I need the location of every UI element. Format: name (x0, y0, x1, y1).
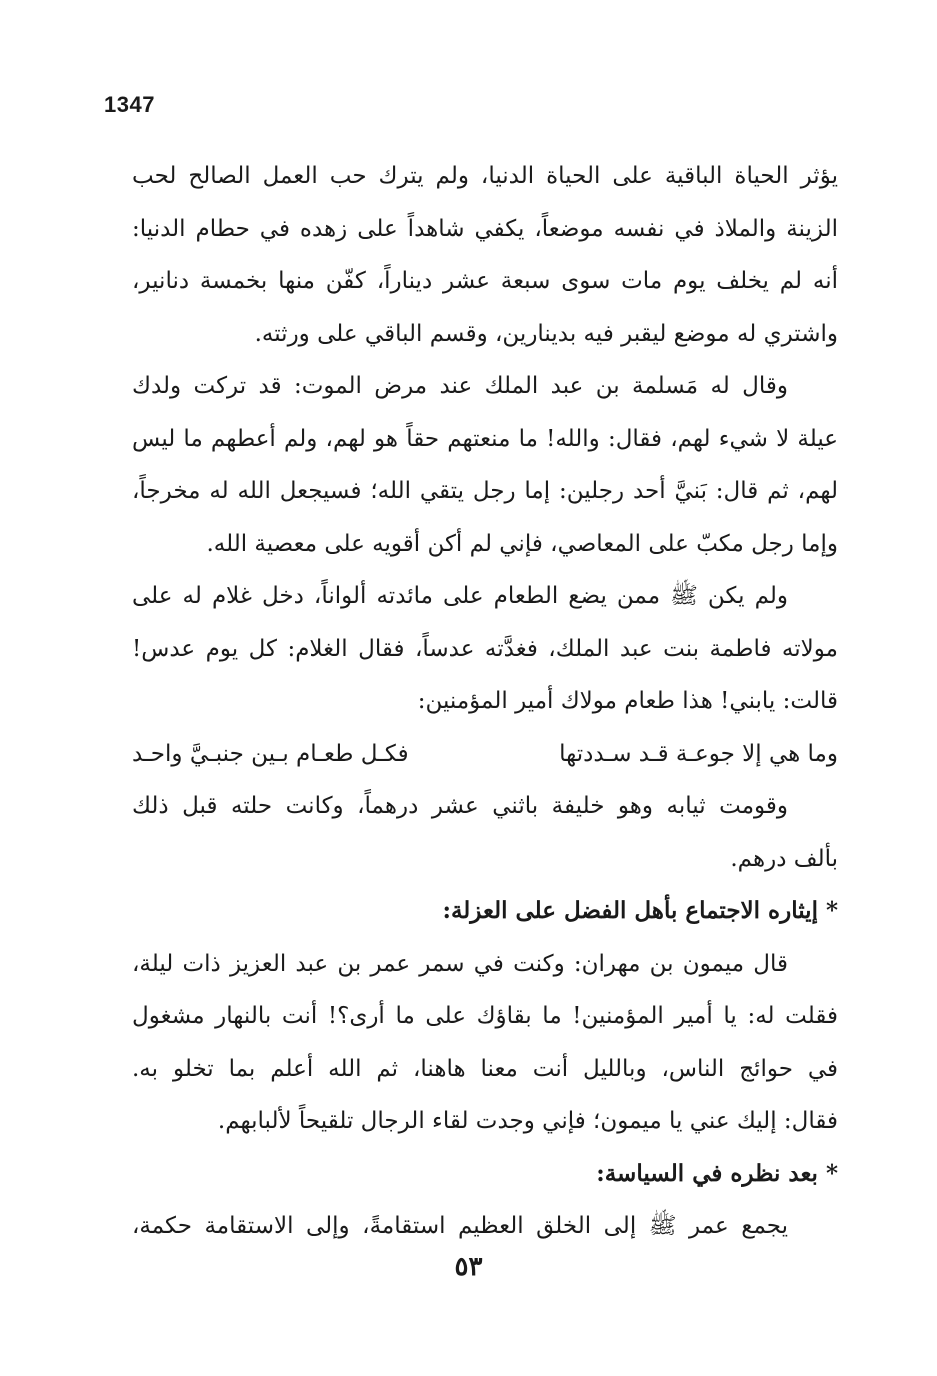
text-line: قال ميمون بن مهران: وكنت في سمر عمر بن عبد العزيز ذات ليلة، (132, 950, 788, 977)
text-line: في حوائج الناس، وبالليل أنت معنا هاهنا، ثم الله أعلم بما تخلو به. (132, 1055, 838, 1082)
reference-number: 1347 (104, 92, 155, 117)
text-line: فقال: إليك عني يا ميمون؛ فإني وجدت لقاء الرجال تلقيحاً لألبابهم. (217, 1108, 838, 1134)
text-line: يجمع عمر ﷺ إلى الخلق العظيم استقامةً، وإلى الاستقامة حكمة، (132, 1213, 788, 1239)
verse-second-hemistich: فكـل طعـام بـين جنبـيَّ واحـد (132, 740, 409, 767)
text-line: واشتري له موضع ليقبر فيه بدينارين، وقسم الباقي على ورثته. (254, 320, 838, 347)
text-line: يؤثر الحياة الباقية على الحياة الدنيا، ولم يترك حب العمل الصالح لحب (132, 163, 838, 189)
text-line: أنه لم يخلف يوم مات سوى سبعة عشر ديناراً، كفّن منها بخمسة دنانير، (132, 268, 838, 294)
text-line: وقومت ثيابه وهو خليفة باثني عشر درهماً، وكانت حلته قبل ذلك (132, 793, 788, 819)
text-line: قالت: يابني! هذا طعام مولاك أمير المؤمنين: (417, 688, 838, 714)
text-line: لهم، ثم قال: بَنيَّ أحد رجلين: إما رجل يتقي الله؛ فسيجعل الله له مخرجاً، (132, 478, 838, 504)
text-line: عيلة لا شيء لهم، فقال: والله! ما منعتهم حقاً هو لهم، ولم أعطهم ما ليس (132, 425, 838, 452)
verse-first-hemistich: وما هي إلا جوعـة قـد سـددتها (559, 740, 838, 767)
section-heading: * بعد نظره في السياسة: (596, 1159, 838, 1187)
text-line: مولاته فاطمة بنت عبد الملك، فغدَّته عدساً، فقال الغلام: كل يوم عدس! (132, 635, 838, 662)
text-line: فقلت له: يا أمير المؤمنين! ما بقاؤك على ما أرى؟! أنت بالنهار مشغول (132, 1003, 838, 1029)
page-body (132, 150, 838, 1253)
text-line: ولم يكن ﷺ ممن يضع الطعام على مائدته ألواناً، دخل غلام له على (132, 583, 788, 609)
text-line: الزينة والملاذ في نفسه موضعاً، يكفي شاهداً على زهده في حطام الدنيا: (132, 215, 838, 242)
text-line: وإما رجل مكبّ على المعاصي، فإني لم أكن أقويه على معصية الله. (206, 530, 838, 557)
poem-verse (132, 728, 838, 781)
text-line: وقال له مَسلمة بن عبد الملك عند مرض الموت: قد تركت ولدك (132, 373, 788, 399)
page-number: ٥٣ (454, 1252, 483, 1282)
section-heading: * إيثاره الاجتماع بأهل الفضل على العزلة: (442, 897, 838, 924)
text-line: بألف درهم. (730, 845, 838, 872)
